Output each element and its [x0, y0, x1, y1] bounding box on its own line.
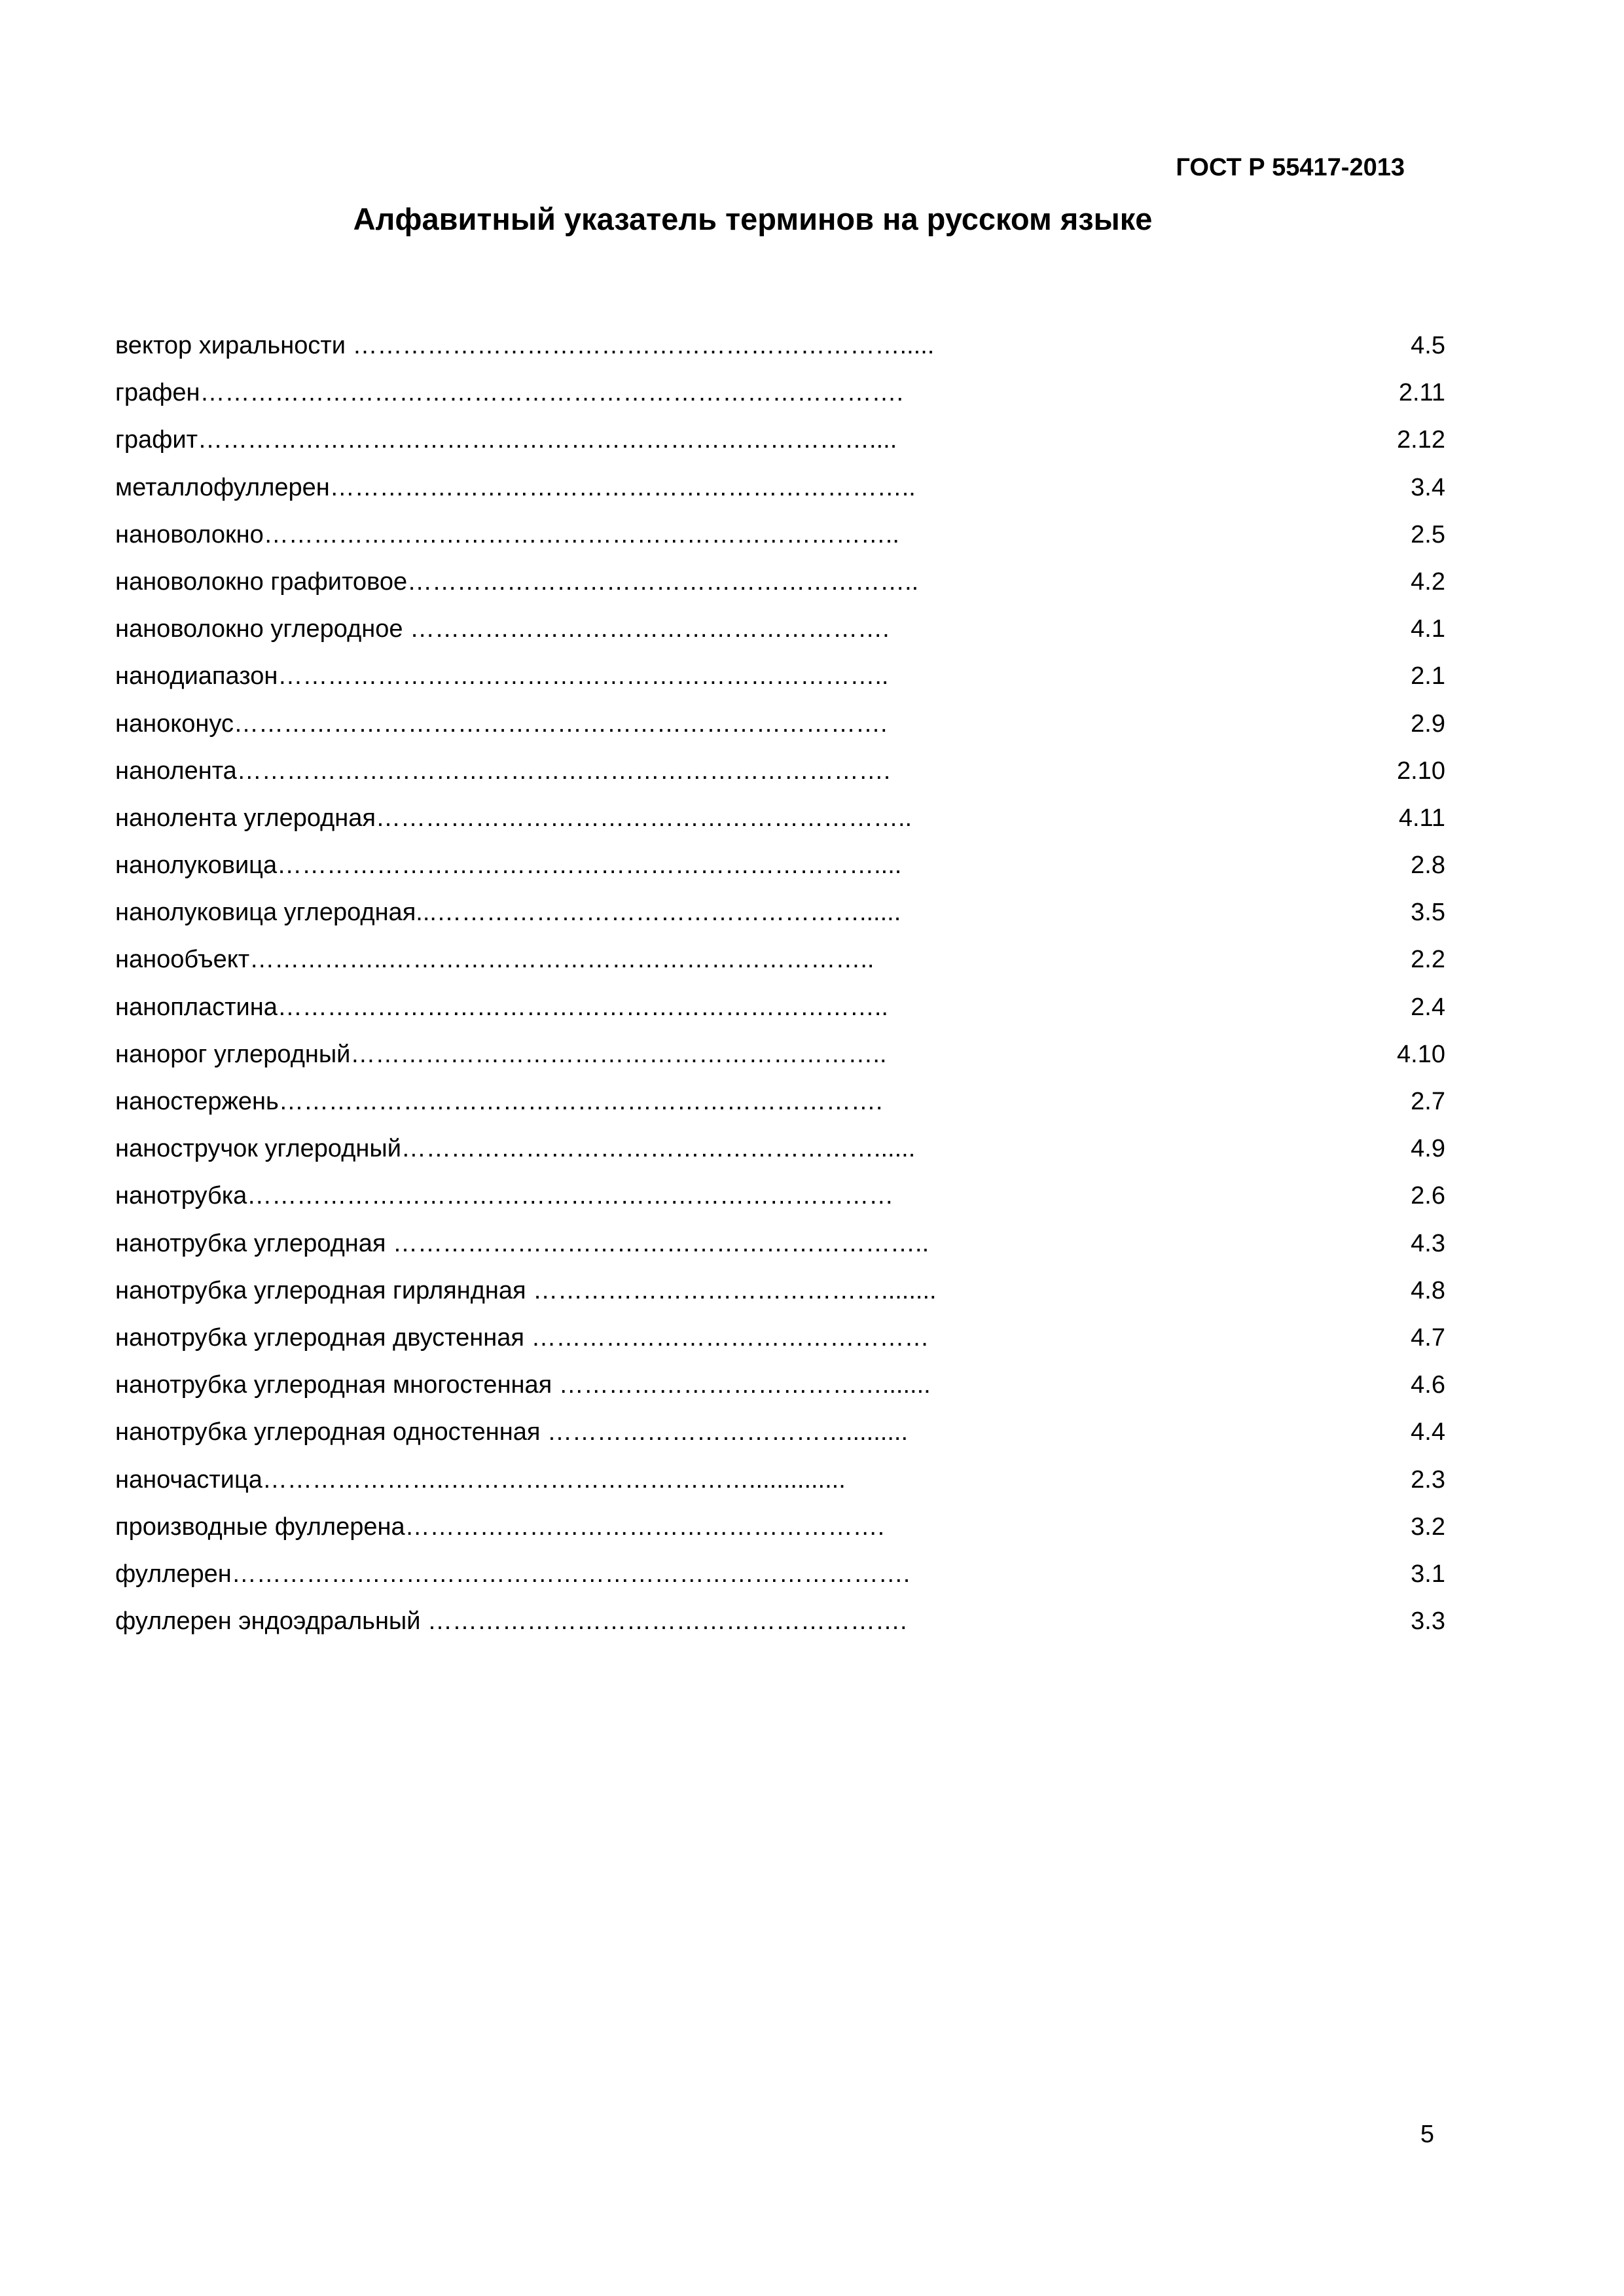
index-term: фуллерен……………………………………………………………………….	[115, 1560, 911, 1588]
index-reference: 2.9	[1411, 709, 1445, 738]
index-reference: 4.5	[1411, 332, 1445, 359]
index-reference: 3.1	[1411, 1560, 1445, 1588]
page-number: 5	[1420, 2121, 1434, 2148]
index-entry	[115, 1503, 1445, 1551]
index-reference: 4.2	[1411, 567, 1445, 596]
index-reference: 4.9	[1411, 1135, 1445, 1163]
index-entry	[115, 700, 1445, 747]
index-term: нановолокно графитовое……………………………………………………..	[115, 567, 919, 596]
index-term: нанолента…………………………………………………………………….	[115, 757, 891, 785]
index-term: нанотрубка углеродная гирляндная ……………………………………........	[115, 1276, 937, 1304]
index-term: наноконус…………………………………………………………………….	[115, 709, 888, 738]
index-entry	[115, 1172, 1445, 1219]
index-term: нанолента углеродная………………………………………………………..	[115, 804, 912, 832]
index-reference: 3.5	[1411, 899, 1445, 927]
index-entry	[115, 416, 1445, 463]
index-entry	[115, 795, 1445, 842]
index-entry	[115, 1551, 1445, 1598]
index-reference: 2.2	[1411, 946, 1445, 974]
index-term: нанолуковица углеродная...……………………………………………......	[115, 899, 901, 927]
index-term: фуллерен эндоэдральный ………………………………………………….	[115, 1607, 907, 1636]
index-reference: 3.4	[1411, 473, 1445, 501]
index-reference: 3.3	[1411, 1607, 1445, 1636]
index-reference: 4.8	[1411, 1276, 1445, 1304]
index-entry	[115, 1220, 1445, 1267]
index-term: нанотрубка углеродная двустенная …………………………………………	[115, 1323, 929, 1352]
index-term: нановолокно…………………………………………………………………..	[115, 520, 899, 548]
index-entry	[115, 984, 1445, 1031]
index-reference: 2.12	[1397, 426, 1445, 454]
index-reference: 4.1	[1411, 615, 1445, 643]
index-reference: 2.11	[1398, 379, 1445, 407]
index-term: нанорог углеродный………………………………………………………..	[115, 1040, 887, 1068]
index-entry	[115, 1408, 1445, 1456]
index-entry	[115, 558, 1445, 605]
index-entry	[115, 1031, 1445, 1078]
index-entry	[115, 889, 1445, 936]
index-reference: 4.7	[1411, 1323, 1445, 1352]
index-reference: 4.3	[1411, 1229, 1445, 1257]
index-entry	[115, 464, 1445, 511]
index-term: нанопластина………………………………………………………………..	[115, 993, 888, 1021]
index-entry	[115, 1361, 1445, 1408]
index-term: графен………………………………………………………………………….	[115, 379, 904, 407]
index-term: наностержень……………………………………………………………….	[115, 1088, 883, 1115]
index-term: нанотрубка углеродная ………………………………………………………..	[115, 1229, 929, 1257]
index-reference: 2.4	[1411, 993, 1445, 1021]
index-reference: 4.6	[1411, 1371, 1445, 1399]
index-reference: 2.10	[1397, 757, 1445, 785]
index-entry	[115, 1267, 1445, 1314]
index-entry	[115, 653, 1445, 700]
index-reference: 2.7	[1411, 1088, 1445, 1115]
index-term: графит………………………………………………………………………....	[115, 426, 897, 454]
index-reference: 2.5	[1411, 520, 1445, 548]
index-term: вектор хиральности ………………………………………………………….....	[115, 332, 935, 359]
index-reference: 3.2	[1411, 1513, 1445, 1541]
index-term: наностручок углеродный…………………………………………………......	[115, 1135, 916, 1163]
index-entry	[115, 842, 1445, 889]
index-reference: 4.11	[1398, 804, 1445, 832]
index-entry	[115, 1314, 1445, 1361]
index-term: нановолокно углеродное ………………………………………………….	[115, 615, 890, 643]
index-entry	[115, 936, 1445, 983]
index-term: производные фуллерена………………………………………………….	[115, 1513, 885, 1541]
index-reference: 2.8	[1411, 852, 1445, 880]
index-reference: 2.1	[1411, 662, 1445, 691]
index-term: нанотрубка углеродная одностенная ……………………………….........	[115, 1418, 909, 1446]
index-entry	[115, 1598, 1445, 1645]
index-reference: 2.3	[1411, 1465, 1445, 1494]
index-reference: 4.4	[1411, 1418, 1445, 1446]
index-entry	[115, 605, 1445, 653]
index-term: нанодиапазон………………………………………………………………..	[115, 662, 889, 691]
term-index-list	[115, 322, 1445, 1645]
index-term: наночастица…………………..………………………………..............	[115, 1465, 846, 1494]
index-entry	[115, 369, 1445, 416]
index-entry	[115, 747, 1445, 795]
index-term: нанотрубка……………………………………………………………………	[115, 1182, 894, 1210]
index-entry	[115, 1125, 1445, 1172]
index-reference: 4.10	[1397, 1040, 1445, 1068]
index-entry	[115, 511, 1445, 558]
document-code: ГОСТ Р 55417-2013	[1176, 154, 1405, 181]
page-title: Алфавитный указатель терминов на русском языке	[353, 202, 1153, 236]
index-term: металлофуллерен……………………………………………………………..	[115, 473, 916, 501]
index-entry	[115, 322, 1445, 369]
index-entry	[115, 1078, 1445, 1125]
index-entry	[115, 1456, 1445, 1503]
index-term: нанотрубка углеродная многостенная ………………………………….......	[115, 1371, 931, 1399]
index-term: нанолуковица………………………………………………………………....	[115, 852, 902, 880]
index-term: нанообъект……………..…………………………………………………..	[115, 946, 875, 974]
index-reference: 2.6	[1411, 1182, 1445, 1210]
